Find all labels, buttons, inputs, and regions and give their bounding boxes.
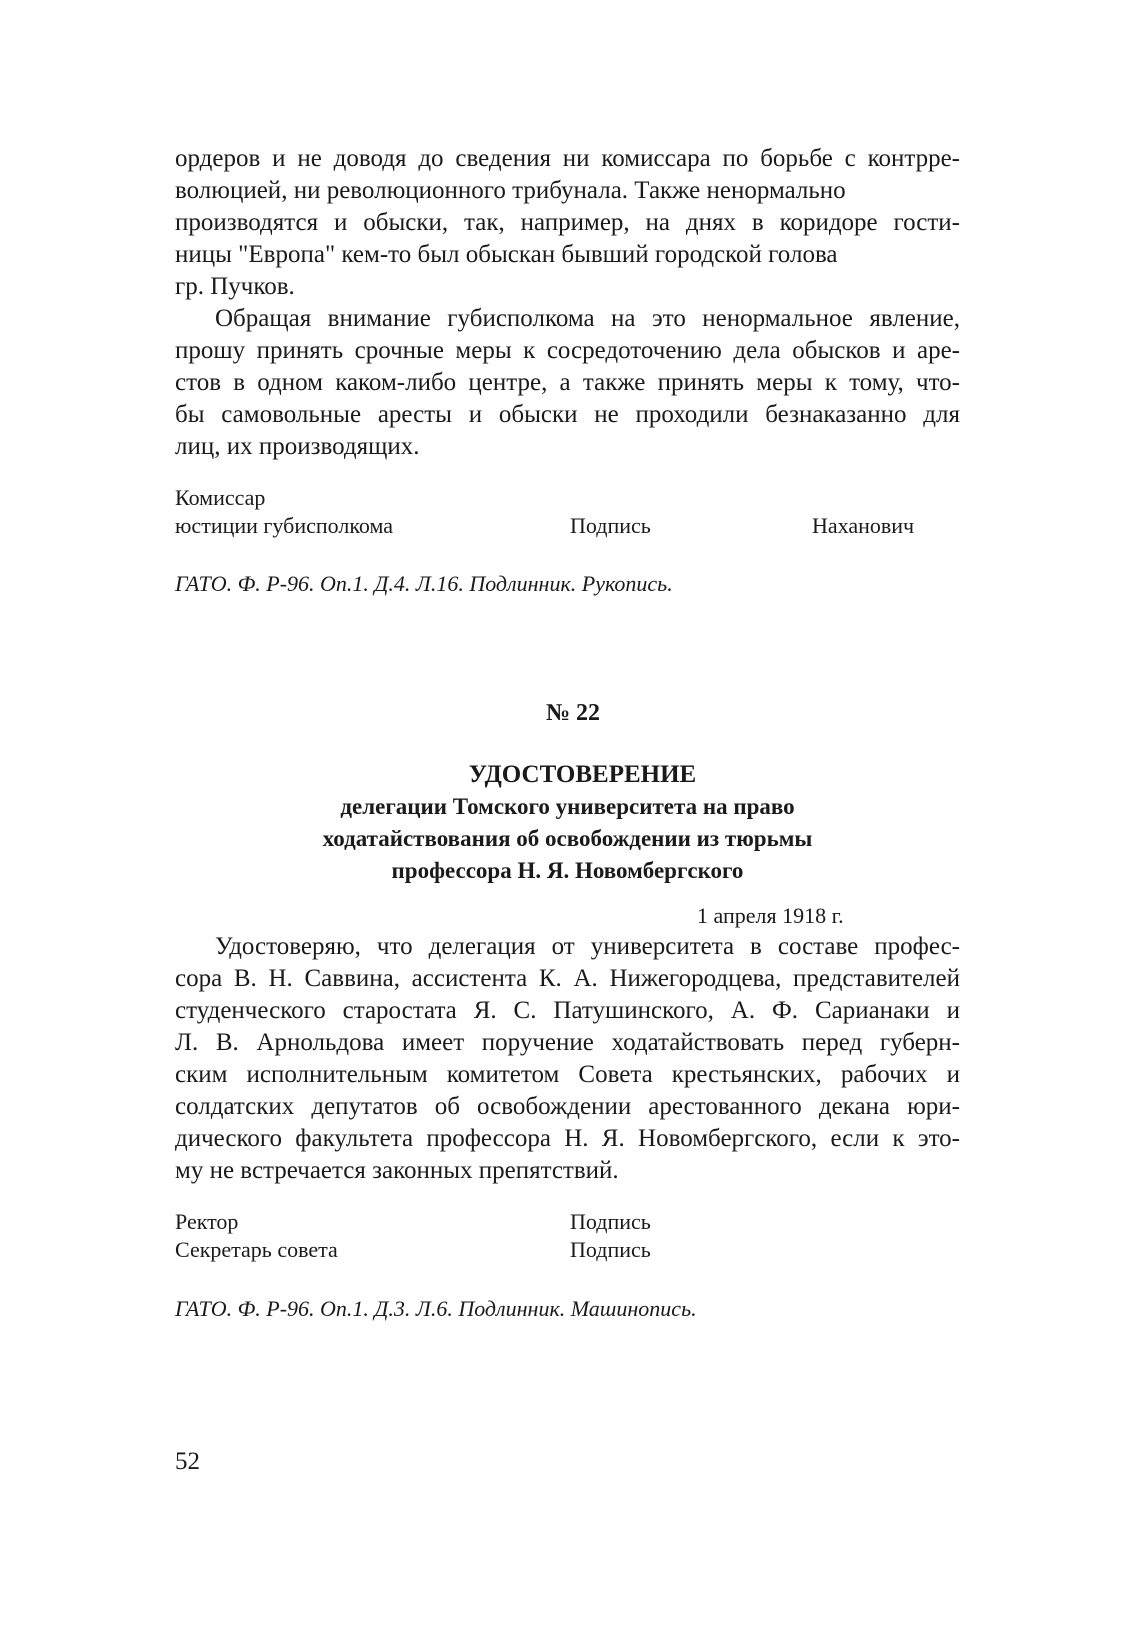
text-line: гр. Пучков. <box>175 273 295 300</box>
text-line: ордеров и не доводя до сведения ни комиссара по борьбе с контрре- <box>175 145 960 172</box>
text-line: Л. В. Арнольдова имеет поручение ходатайствовать перед губерн- <box>175 1029 960 1056</box>
signatory-role: Ректор <box>175 1209 239 1234</box>
text-line: студенческого старостата Я. С. Патушинского, А. Ф. Сарианаки и <box>175 997 960 1024</box>
text-line: ницы "Европа" кем-то был обыскан бывший городской голова <box>175 241 838 268</box>
text-line: Обращая внимание губисполкома на это ненормальное явление, <box>215 305 960 332</box>
document-date: 1 апреля 1918 г. <box>697 903 844 928</box>
text-line: прошу принять срочные меры к сосредоточению дела обысков и аре- <box>175 337 960 364</box>
text-line: ским исполнительным комитетом Совета крестьянских, рабочих и <box>175 1061 960 1088</box>
document-title-block <box>175 759 960 887</box>
document-title: УДОСТОВЕРЕНИЕ <box>468 761 697 788</box>
text-line: стов в одном каком-либо центре, а также принять меры к тому, что- <box>175 369 960 396</box>
text-line: му не встречается законных препятствий. <box>175 1157 619 1184</box>
paragraph-request <box>175 303 960 463</box>
text-line: солдатских депутатов об освобождении арестованного декана юри- <box>175 1093 960 1120</box>
signature-mark: Подпись <box>570 513 651 538</box>
archive-source-reference: ГАТО. Ф. Р-96. Оп.1. Д.4. Л.16. Подлинник. Рукопись. <box>175 571 673 596</box>
document-subtitle-line: делегации Томского университета на право <box>340 794 795 819</box>
text-line: производятся и обыски, так, например, на днях в коридоре гости- <box>175 209 960 236</box>
text-line: лиц, их производящих. <box>175 433 420 460</box>
text-line: дического факультета профессора Н. Я. Новомбергского, если к это- <box>175 1125 960 1152</box>
signature-block-university <box>175 1208 960 1264</box>
text-line: волюцией, ни революционного трибунала. Также ненормально <box>175 177 846 204</box>
signature-block-commissar <box>175 484 960 540</box>
text-line: сора В. Н. Саввина, ассистента К. А. Нижегородцева, представителей <box>175 965 960 992</box>
document-subtitle-line: ходатайствования об освобождении из тюрьмы <box>322 826 813 851</box>
page-number: 52 <box>175 1448 200 1475</box>
document-body <box>175 931 960 1187</box>
signatory-title: юстиции губисполкома <box>175 513 394 538</box>
signatory-title: Комиссар <box>175 485 266 510</box>
document-number: № 22 <box>545 700 601 726</box>
signature-mark: Подпись <box>570 1237 651 1262</box>
paragraph-continuation <box>175 143 960 303</box>
archive-source-reference: ГАТО. Ф. Р-96. Оп.1. Д.3. Л.6. Подлинник. Машинопись. <box>175 1296 697 1321</box>
signature-mark: Подпись <box>570 1209 651 1234</box>
document-subtitle-line: профессора Н. Я. Новомбергского <box>391 858 744 883</box>
signatory-name: Наханович <box>812 513 915 538</box>
text-line: Удостоверяю, что делегация от университета в составе профес- <box>215 933 960 960</box>
signatory-role: Секретарь совета <box>175 1237 338 1262</box>
text-line: бы самовольные аресты и обыски не проходили безнаказанно для <box>175 401 960 428</box>
